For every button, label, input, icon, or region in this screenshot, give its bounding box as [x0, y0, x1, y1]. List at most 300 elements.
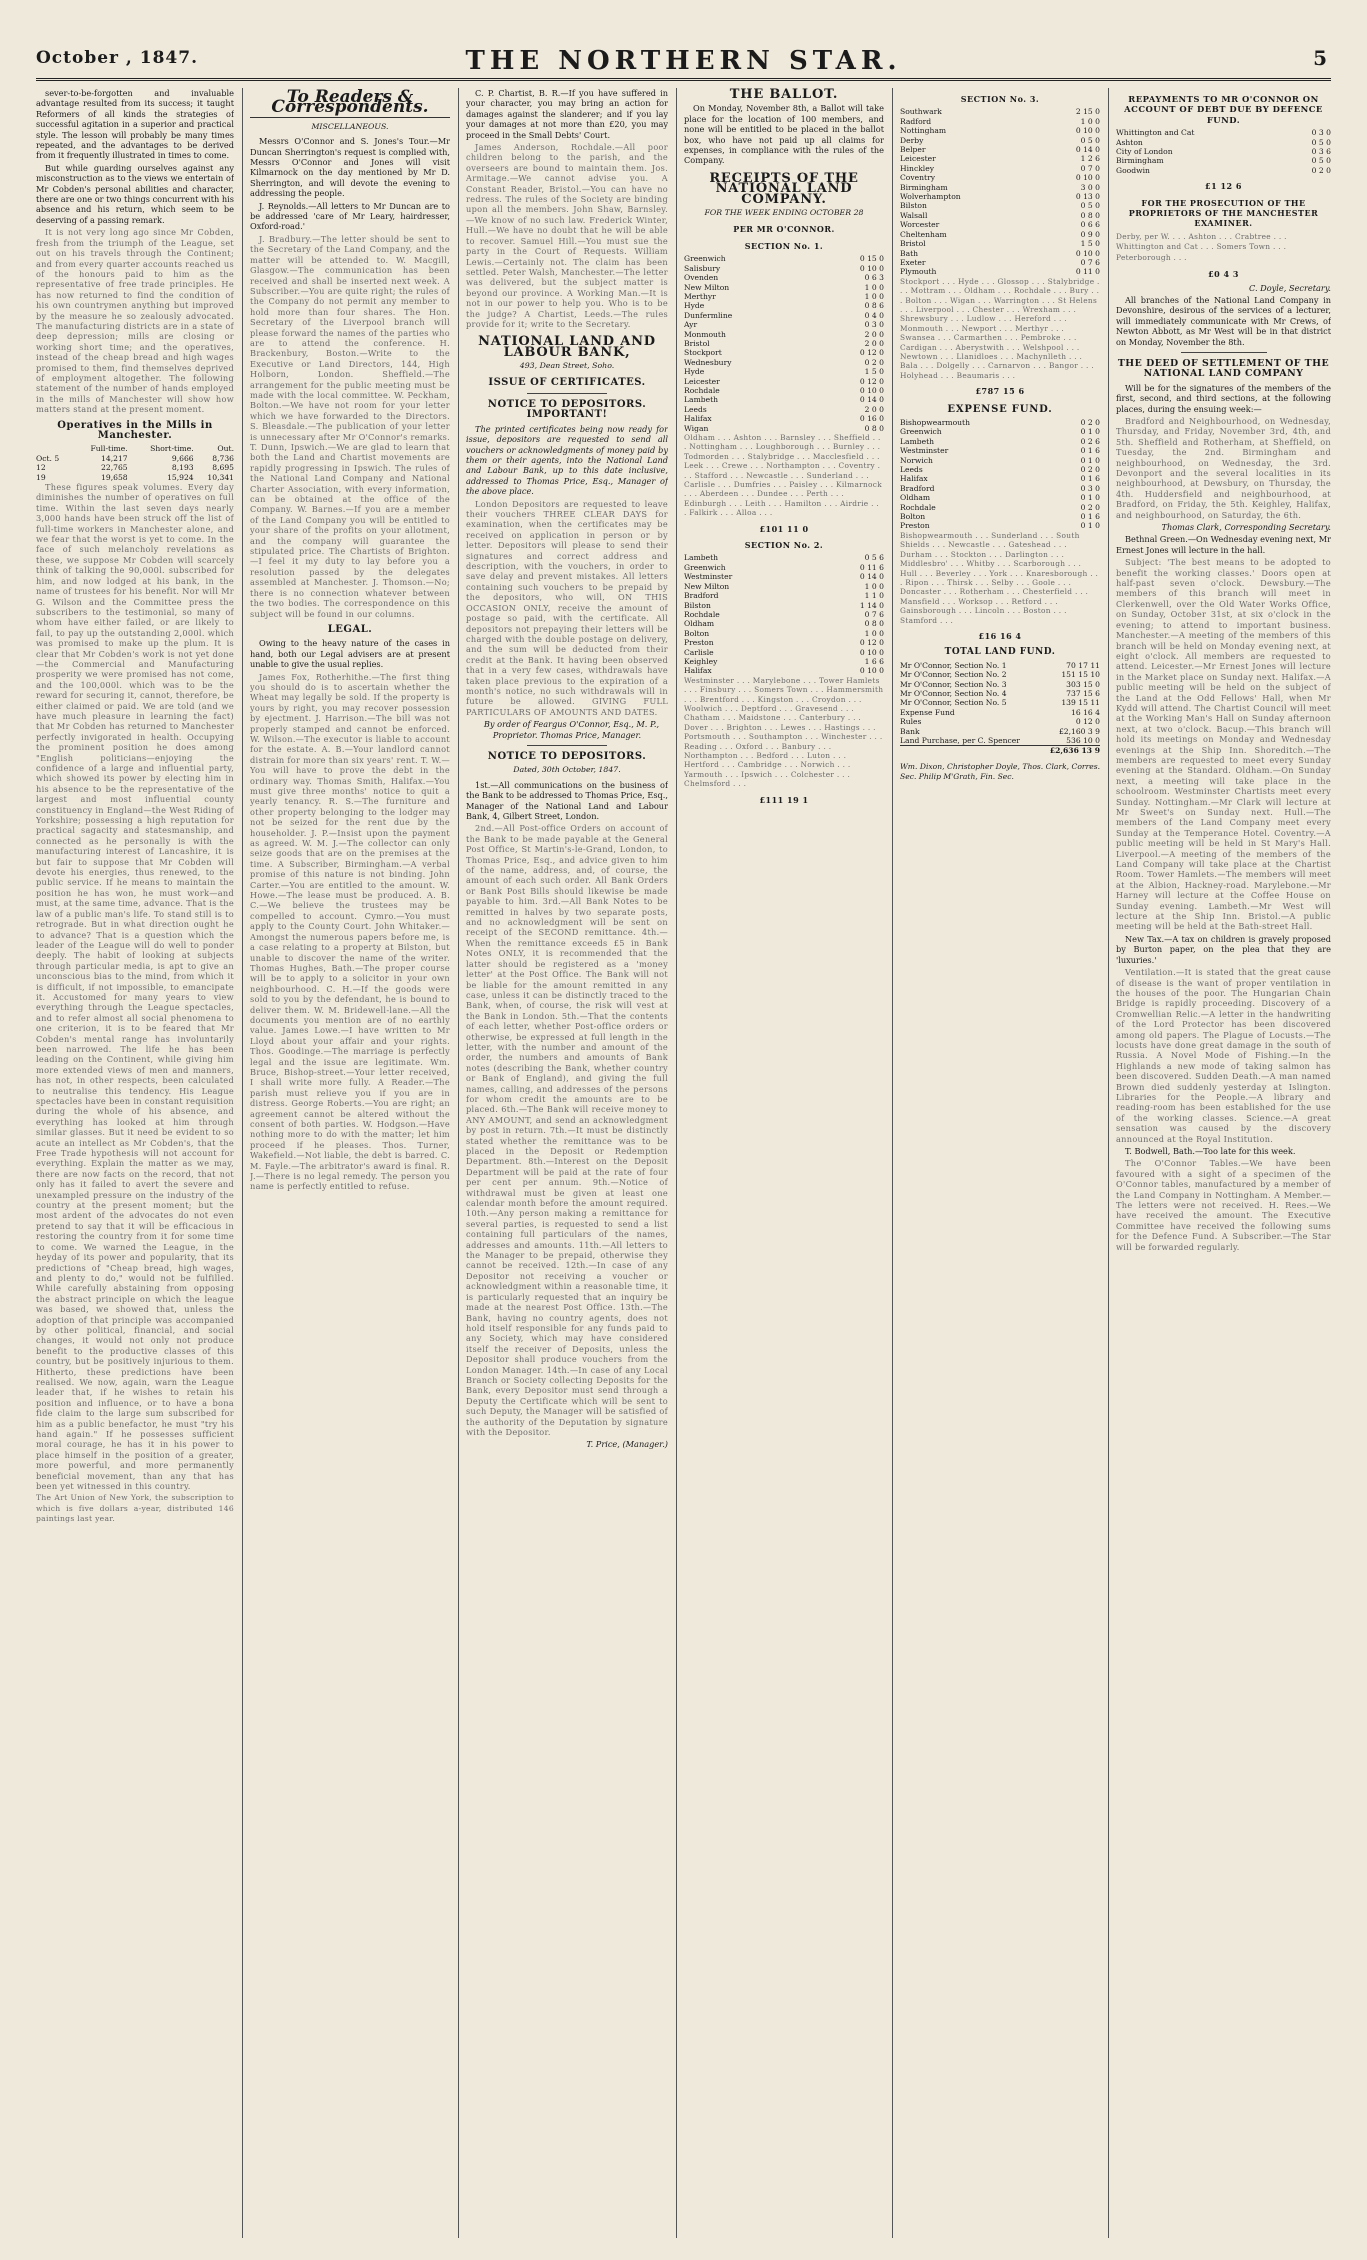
- table-row: [900, 267, 1100, 276]
- column-4: [684, 88, 884, 2238]
- repayments-heading: REPAYMENTS TO MR O'CONNOR ON ACCOUNT OF DEBT DUE BY DEFENCE FUND.: [1124, 94, 1323, 125]
- expense-total: £16 16 4: [978, 630, 1022, 641]
- grand-total-row: [900, 746, 1100, 756]
- column-divider: [458, 88, 459, 2238]
- notice-paragraph: The printed certificates being now ready for issue, depositors are requested to send all vouchers or acknowledgments of money paid by them or their agents, into the National Land and Labour Bank, up to this date inclusive, addressed to Thomas Price, Esq., Manager of the above place.: [466, 423, 668, 497]
- column-2: [250, 88, 450, 2238]
- notice-body-text: The O'Connor Tables.—We have been favoured with a sight of a specimen of the O'Connor tables, manufactured by a member of the Land Company in Nottingham. A Member.—The letters were not received. H. Rees.—We have received the amount. The Executive Committee have received the following sums for the Defence Fund. A Subscriber.—The Star will be forwarded regularly.: [1116, 1158, 1331, 1252]
- row-amount: 0 11 6: [859, 562, 884, 572]
- article-body-text: It is not very long ago since Mr Cobden, fresh from the triumph of the League, set out on his travels through the Continent; and from every quarter accounts reached us of the honours paid to him as the representative of free trade principles. He has now returned to find the condition of his own countrymen anything but improved by the measure he so zealously advocated. The manufacturing districts are in a state of deep depression; mills are closing or working short time; and the operatives, instead of the cheap bread and high wages promised to them, find themselves deprived of employment altogether. The following statement of the number of hands employed in the mills of Manchester will show how matters stand at the present moment.: [36, 227, 234, 415]
- section-1-heading: SECTION No. 1.: [744, 240, 824, 251]
- table-row: [684, 264, 884, 273]
- row-amount: 0 1 0: [1080, 521, 1100, 531]
- table-row: [900, 230, 1100, 239]
- prosecution-list: Derby, per W. . . . Ashton . . . Crabtree . . . Whittington and Cat . . . Somers Town . . . Peterborough . . .: [1116, 231, 1287, 262]
- page-number: 5: [1313, 46, 1327, 70]
- table-row: [900, 249, 1100, 258]
- table-row: [900, 173, 1100, 182]
- row-amount: 16 16 4: [1071, 707, 1100, 717]
- row-name: Whittington and Cat: [1116, 128, 1195, 138]
- table-row: [900, 211, 1100, 220]
- table-row: [684, 386, 884, 395]
- notice-paragraph: All branches of the National Land Company in Devonshire, desirous of the services of a lecturer, will immediately communicate with Mr Crews, of Newton Abbott, as Mr West will be in that district on Monday, November the 8th.: [1116, 294, 1331, 347]
- table-row: [900, 192, 1100, 201]
- receipts-continued: Westminster . . . Marylebone . . . Tower Hamlets . . . Finsbury . . . Somers Town . . . Hammersmith . . . Brentford . . . Kingston . . . Croydon . . . Woolwich . . . Deptford . . . Gravesend . . . Chatham . . . Maidstone . . . Canterbury . . . Dover . . . Brighton . . . Lewes . . . Hastings . . . Portsmouth . . . Southampton . . . Winchester . . . Reading . . . Oxford . . . Banbury . . . Northampton . . . Bedford . . . Luton . . . Hertford . . . Cambridge . . . Norwich . . . Yarmouth . . . Ipswich . . . Colchester . . . Chelmsford . . .: [684, 675, 884, 789]
- grand-total: £2,636 13 9: [1041, 746, 1100, 756]
- row-amount: 0 8 0: [864, 619, 884, 629]
- expense-continued: Bishopwearmouth . . . Sunderland . . . South Shields . . . Newcastle . . . Gateshead . . . Durham . . . Stockton . . . Darlington . . . Middlesbro' . . . Whitby . . . Scarborough . . . Hull . . . Beverley . . . York . . . Knaresborough . . . Ripon . . . Thirsk . . . Selby . . . Goole . . . Doncaster . . . Rotherham . . . Chesterfield . . . Mansfield . . . Worksop . . . Retford . . . Gainsborough . . . Lincoln . . . Boston . . . Stamford . . .: [900, 530, 1099, 625]
- table-row: [900, 107, 1100, 116]
- row-name: Wolverhampton: [900, 192, 961, 202]
- article-body-text: These figures speak volumes. Every day diminishes the number of operatives on full time. Within the last seven days nearly 3,000 hands have been struck off the list of full-time workers in Manchester alone, and we fear that the worst is yet to come. In the face of such melancholy revelations as these, we suppose Mr Cobden will scarcely think of talking the 90,000l. subscribed for him, and now lodged at his bank, in the name of trustees for his benefit. Nor will Mr G. Wilson and the Committee press the subscribers to the testimonial, so many of whom have either failed, or are likely to fail, to pay up the outstanding 2,000l. which was promised to make up the plum. It is clear that Mr Cobden's work is not yet done—the Commercial and Manufacturing prosperity we were promised has not come, and the 100,000l. which was to be the reward for securing it, cannot, therefore, be either claimed or paid. We are told (and we have much pleasure in learning the fact) that Mr Cobden has returned to Manchester perfectly invigorated in health. Occupying the prominent position he does among "English politicians—enjoying the confidence of a large and influential party, which showed its power by electing him in his absence to be the representative of the largest and most influential county constituency in England—the West Riding of Yorkshire; possessing a high reputation for practical sagacity and statesmanship, and connected as he personally is with the manufacturing interest of Lancashire, it is but fair to suppose that Mr Cobden will devote his energies, thus renewed, to the public service. If he means to maintain the position he has won, he must work—and must, at the same time, advance. That is the law of a public man's life. To stand still is to retrograde. But in what direction ought he to advance? That is a question which the leader of the League will do well to ponder deeply. The habit of looking at subjects through particular media, is apt to give an unconscious bias to the mind, from which it is difficult, if not impossible, to emancipate it. Accustomed for many years to view everything through the League spectacles, and to refer almost all social phenomena to one criterion, it is to be feared that Mr Cobden's mental range has involuntarily been narrowed. The life he has been leading on the Continent, while giving him more extended views of men and manners, has not, in other respects, been calculated to neutralise this tendency. His League spectacles have been in constant requisition during the whole of his absence, and everything has looked at him through similar glasses. But it need be evident to so acute an intellect as Mr Cobden's, that the Free Trade hypothesis will not account for everything. Explain the matter as we may, there are now facts on the record, that not only has it failed to avert the severe and unexampled pressure on the industry of the country at the present moment; but the most ardent of the advocates do not even pretend to say that it will be efficacious in restoring the country from it for some time to come. We warned the League, in the heyday of its power and popularity, that its predictions of "Cheap bread, high wages, and plenty to do," would not be fulfilled. While carefully abstaining from opposing the abstract principle on which the league was based, we showed that, unless the adoption of that principle was accompanied by other political, financial, and social changes, it would not only not produce benefit to the productive classes of this country, but be positively injurious to them. Hitherto, these predictions have been realised. We now, again, warn the League leader that, if he wishes to retain his position and influence, or to have a bona fide claim to the large sum subscribed for him as a public benefactor, he must "try his hand again." If he possesses sufficient moral courage, he has it in his power to place himself in the position of a greater, more powerful, and more permanently beneficial movement, than any that has been yet witnessed in this country.: [36, 482, 234, 1492]
- row-amount: 0 8 0: [1080, 210, 1100, 220]
- table-row: [684, 563, 884, 572]
- row-amount: 0 14 0: [859, 572, 884, 582]
- column-divider: [1108, 88, 1109, 2238]
- table-row: [900, 239, 1100, 248]
- table-row: [684, 582, 884, 591]
- table-row: [900, 154, 1100, 163]
- row-name: Walsall: [900, 210, 928, 220]
- ballot-paragraph: On Monday, November 8th, a Ballot will take place for the location of 100 members, and none will be entitled to be placed in the ballot box, who have not paid up all claims for expenses, in compliance with the rules of the Company.: [684, 103, 884, 166]
- column-5: [900, 88, 1100, 2238]
- notice-body-text: James Anderson, Rochdale.—All poor children belong to the parish, and the overseers are bound to maintain them. Jos. Armitage.—We cannot advise you. A Constant Reader, Bristol.—You can have no redress. The rules of the Society are binding upon all the members. John Shaw, Barnsley.—We know of no such law. Frederick Winter, Hull.—We have no doubt that he will be able to recover. Samuel Hill.—You must sue the party in the Court of Requests. William Lewis.—Certainly not. The claim has been settled. Peter Walsh, Manchester.—The letter was delivered, but the subject matter is beyond our province. A Working Man.—It is not in our power to help you. Who is to be the judge? A Chartist, Leeds.—The rules provide for it; write to the Secretary.: [466, 142, 668, 329]
- row-amount: 139 15 11: [1061, 698, 1100, 708]
- table-row: [900, 512, 1100, 521]
- row-amount: 0 2 0: [1080, 502, 1100, 512]
- row-name: Ashton: [1116, 137, 1143, 147]
- land-purchase-amount: 536 10 0: [1066, 736, 1100, 745]
- divider: [527, 393, 608, 394]
- expense-heading: EXPENSE FUND.: [947, 403, 1053, 415]
- table-row: [684, 414, 884, 423]
- table-row: [684, 648, 884, 657]
- row-amount: 0 3 0: [1080, 483, 1100, 493]
- notice-paragraph: Owing to the heavy nature of the cases in hand, both our Legal advisers are at present unable to give the usual replies.: [250, 638, 450, 670]
- row-amount: 0 15 0: [859, 254, 884, 264]
- row-amount: 0 2 0: [1311, 165, 1331, 175]
- row-name: Radford: [900, 116, 932, 126]
- row-amount: 0 7 6: [1080, 257, 1100, 267]
- table-row: [684, 424, 884, 433]
- repayments-total: £1 12 6: [1205, 181, 1242, 192]
- issue-date: October , 1847.: [36, 48, 198, 68]
- row-name: Bilston: [900, 201, 927, 211]
- row-name: Halifax: [900, 474, 928, 484]
- table-row: [684, 273, 884, 282]
- table-row: [900, 136, 1100, 145]
- row-amount: 0 1 6: [1080, 512, 1100, 522]
- table-row: [684, 619, 884, 628]
- notice-body-text: Subject: 'The best means to be adopted to benefit the working classes.' Doors open at half-past seven o'clock. Dewsbury.—The members of this branch will meet in Clerkenwell, over the Old Water Works Office, on Sunday, October 31st, at six o'clock in the evening; to attend to important business. Manchester.—A meeting of the members of this branch will be held on Monday evening next, at eight o'clock. All members are requested to attend. Leicester.—Mr Ernest Jones will lecture in the Market place on Sunday next. Halifax.—A public meeting will be held on the subject of the Land at the Odd Fellows' Hall, when Mr Kydd will attend. The Chartist Council will meet at the Working Man's Hall on Sunday afternoon next, at two o'clock. Bacup.—This branch will hold its meetings on Monday and Wednesday evenings at the Ship Inn. Shoreditch.—The members are requested to meet every Sunday evening at the Standard. Oldham.—On Sunday next, a meeting will take place in the schoolroom. Westminster Chartists meet every Sunday. Nottingham.—Mr Clark will lecture at Mr Sweet's on Sunday next. Hull.—The members of the Land Company meet every Sunday at the Temperance Hotel. Coventry.—A public meeting will be held in St Mary's Hall. Liverpool.—A meeting of the members of the Land Company will take place at the Chartist Room. Tower Hamlets.—The members will meet at the Albion, Hackney-road. Marylebone.—Mr Harney will lecture at the Coffee House on Sunday evening. Lambeth.—Mr West will lecture at the Ship Inn. Bristol.—A public meeting will be held at the Bath-street Hall.: [1116, 557, 1331, 932]
- notice-paragraph: T. Bodwell, Bath.—Too late for this week.: [1125, 1146, 1296, 1156]
- newspaper-title: THE NORTHERN STAR.: [465, 46, 902, 76]
- table-row: [900, 727, 1100, 736]
- table-row: [900, 117, 1100, 126]
- table-row: [1116, 156, 1331, 165]
- row-name: Bradford: [684, 591, 719, 601]
- row-name: Bath: [900, 248, 919, 258]
- divider: [527, 745, 608, 746]
- row-name: Hyde: [684, 301, 705, 311]
- row-amount: 2 0 0: [864, 338, 884, 348]
- table-row: [900, 446, 1100, 455]
- notice-paragraph: C. P. Chartist, B. R.—If you have suffered in your character, you may bring an action for damages against the slanderer; and if you lay your damages at not more than £20, you may proceed in the Small Debts' Court.: [466, 88, 668, 140]
- column-header: Out.: [217, 444, 234, 454]
- certificates-heading: ISSUE OF CERTIFICATES.: [488, 376, 646, 388]
- table-row: [684, 301, 884, 310]
- prosecution-heading: FOR THE PROSECUTION OF THE PROPRIETORS OF THE MANCHESTER EXAMINER.: [1128, 197, 1319, 229]
- section-2-heading: SECTION No. 2.: [744, 540, 824, 551]
- row-name: Bishopwearmouth: [900, 418, 970, 427]
- table-row: [684, 348, 884, 357]
- prosecution-total: £0 4 3: [1208, 269, 1239, 280]
- secretary-signature: C. Doyle, Secretary.: [1249, 282, 1331, 293]
- row-name: Keighley: [684, 656, 718, 666]
- row-name: Wednesbury: [684, 357, 732, 367]
- row-amount: 1 14 0: [859, 600, 884, 610]
- footnote: The Art Union of New York, the subscription to which is five dollars a-year, distributed 146 paintings last year.: [36, 1493, 234, 1524]
- notice-paragraph: J. Reynolds.—All letters to Mr Duncan are to be addressed 'care of Mr Leary, hairdresser, Oxford-road.': [250, 200, 450, 232]
- table-row: [900, 680, 1100, 689]
- table-row: [684, 666, 884, 675]
- column-header: Short-time.: [150, 444, 194, 454]
- receipts-continued: Oldham . . . Ashton . . . Barnsley . . . Sheffield . . . Nottingham . . . Loughborough . . . Burnley . . . Todmorden . . . Stalybridge . . . Macclesfield . . . Leek . . . Crewe . . . Northampton . . . Coventry . . . Stafford . . . Newcastle . . . Sunderland . . . Carlisle . . . Dumfries . . . Paisley . . . Kilmarnock . . . Aberdeen . . . Dundee . . . Perth . . . Edinburgh . . . Leith . . . Hamilton . . . Airdrie . . . Falkirk . . . Alloa . . .: [684, 433, 883, 518]
- row-amount: 0 14 0: [1075, 145, 1100, 155]
- bank-amount: £2,160 3 9: [1058, 726, 1100, 736]
- column-header: Full-time.: [90, 444, 128, 454]
- row-amount: 1 0 0: [864, 282, 884, 292]
- row-amount: 1 6 6: [864, 656, 884, 666]
- row-name: Oldham: [900, 493, 931, 503]
- row-amount: 0 12 0: [859, 348, 884, 358]
- secretary-signature: Thomas Clark, Corresponding Secretary.: [1161, 522, 1331, 533]
- row-name: Birmingham: [1116, 156, 1164, 166]
- row-amount: 3 0 0: [1080, 182, 1100, 192]
- row-amount: 0 7 0: [1080, 163, 1100, 173]
- row-name: Bristol: [684, 338, 710, 348]
- notice-signature: By order of Feargus O'Connor, Esq., M. P., Proprietor. Thomas Price, Manager.: [483, 719, 660, 740]
- receipts-heading: RECEIPTS OF THE NATIONAL LAND COMPANY.: [709, 170, 859, 207]
- total-fund-heading: TOTAL LAND FUND.: [944, 647, 1056, 658]
- table-row: [684, 320, 884, 329]
- row-amount: 0 2 0: [1080, 465, 1100, 475]
- row-amount: 0 10 0: [859, 263, 884, 273]
- row-amount: 0 9 0: [1080, 229, 1100, 239]
- row-amount: 0 5 0: [1311, 156, 1331, 166]
- row-amount: 0 5 0: [1080, 201, 1100, 211]
- row-name: Ayr: [684, 320, 698, 330]
- row-amount: 0 7 6: [864, 609, 884, 619]
- row-name: Mr O'Connor, Section No. 5: [900, 698, 1007, 708]
- row-amount: 0 2 0: [1080, 418, 1100, 427]
- row-amount: 1 0 0: [1080, 116, 1100, 126]
- row-amount: 0 6 3: [864, 273, 884, 283]
- table-row: [1116, 166, 1331, 175]
- row-name: Bolton: [684, 628, 710, 638]
- section-heading-readers: To Readers & Correspondents.: [250, 92, 450, 118]
- row-amount: 1 0 0: [864, 628, 884, 638]
- row-name: Oldham: [684, 619, 715, 629]
- table-row: [900, 717, 1100, 726]
- bank-totals: [900, 727, 1100, 756]
- row-amount: 1 0 0: [864, 291, 884, 301]
- row-amount: 0 5 0: [1080, 135, 1100, 145]
- row-name: Bradford: [900, 483, 935, 493]
- row-name: Leeds: [900, 465, 923, 475]
- column-6: [1116, 88, 1331, 2238]
- table-row: [1116, 128, 1331, 137]
- row-name: Worcester: [900, 220, 940, 230]
- column-1: [36, 88, 234, 2238]
- row-name: Greenwich: [684, 562, 726, 572]
- row-name: Lambeth: [684, 553, 719, 563]
- table-row: [900, 521, 1100, 530]
- table-header-row: [36, 444, 234, 453]
- row-amount: 737 15 6: [1066, 688, 1100, 698]
- column-divider: [242, 88, 243, 2238]
- table-row: [684, 339, 884, 348]
- row-amount: 1 5 0: [864, 367, 884, 377]
- repayments-table: [1116, 128, 1331, 175]
- row-name: Greenwich: [900, 427, 942, 437]
- receipts-continued: Stockport . . . Hyde . . . Glossop . . . Stalybridge . . . Mottram . . . Oldham . . . Rochdale . . . Bury . . . Bolton . . . Wigan . . . Warrington . . . St Helens . . . Liverpool . . . Chester . . . Wrexham . . . Shrewsbury . . . Ludlow . . . Hereford . . . Monmouth . . . Newport . . . Merthyr . . . Swansea . . . Carmarthen . . . Pembroke . . . Cardigan . . . Aberystwith . . . Welshpool . . . Newtown . . . Llanidloes . . . Machynlleth . . . Bala . . . Dolgelly . . . Carnarvon . . . Bangor . . . Holyhead . . . Beaumaris . . .: [900, 276, 1100, 380]
- table-row: [900, 126, 1100, 135]
- row-name: Westminster: [684, 572, 733, 582]
- table-row: [900, 736, 1100, 746]
- table-row: [900, 220, 1100, 229]
- table-row: [900, 418, 1100, 427]
- table-row: Oct. 5 14,217 9,666 8,736: [36, 453, 234, 463]
- section-2-table: [684, 553, 884, 675]
- table-row: [684, 657, 884, 666]
- row-name: Rochdale: [900, 502, 936, 512]
- table-row: [684, 358, 884, 367]
- table-row: [1116, 147, 1331, 156]
- table-row: [684, 638, 884, 647]
- table-row: [900, 427, 1100, 436]
- bank-label: Bank: [900, 726, 920, 736]
- bank-address: 493, Dean Street, Soho.: [519, 361, 615, 371]
- row-amount: 0 16 0: [859, 414, 884, 424]
- row-amount: 0 3 0: [864, 320, 884, 330]
- section-1-table: [684, 254, 884, 433]
- notice-body-text: Ventilation.—It is stated that the great cause of disease is the want of proper ventilation in the houses of the poor. The Hungarian Chain Bridge is rapidly proceeding. Discovery of a Cromwellian Relic.—A letter in the handwriting of the Lord Protector has been discovered among old papers. The Plague of Locusts.—The locusts have done great damage in the south of Russia. A Novel Mode of Fishing.—In the Highlands a new mode of taking salmon has been discovered. Sudden Death.—A man named Brown died suddenly yesterday at Islington. Libraries for the People.—A library and reading-room has been established for the use of the working classes. Science.—A great sensation was caused by the discovery announced at the Royal Institution.: [1116, 967, 1331, 1144]
- row-name: Hyde: [684, 367, 705, 377]
- table-row: [684, 553, 884, 562]
- table-row: [900, 258, 1100, 267]
- legal-heading: LEGAL.: [327, 623, 373, 635]
- masthead: [36, 44, 1331, 81]
- mills-table-title: Operatives in the Mills in Manchester.: [57, 419, 213, 441]
- column-divider: [892, 88, 893, 2238]
- row-name: Greenwich: [684, 254, 726, 264]
- table-row: [900, 437, 1100, 446]
- column-divider: [676, 88, 677, 2238]
- manager-signature: T. Price, (Manager.): [586, 1439, 668, 1450]
- table-row: [684, 311, 884, 320]
- row-amount: 0 10 0: [1075, 173, 1100, 183]
- row-name: Bilston: [684, 600, 711, 610]
- section-2-total: £111 19 1: [759, 794, 809, 805]
- table-row: [900, 145, 1100, 154]
- table-row: [900, 708, 1100, 717]
- table-row: [684, 367, 884, 376]
- table-row: [900, 698, 1100, 707]
- table-row: [684, 591, 884, 600]
- row-name: Ovenden: [684, 273, 719, 283]
- column-3: [466, 88, 668, 2238]
- row-name: Southwark: [900, 107, 942, 117]
- table-row: [684, 629, 884, 638]
- row-name: Leicester: [900, 154, 936, 164]
- receipts-subheading: FOR THE WEEK ENDING OCTOBER 28: [704, 208, 864, 218]
- notice-heading: NOTICE TO DEPOSITORS. IMPORTANT!: [487, 398, 647, 421]
- row-amount: 70 17 11: [1066, 660, 1100, 670]
- row-name: Preston: [900, 521, 930, 531]
- table-row: 19 19,658 15,924 10,341: [36, 472, 234, 482]
- table-row: [900, 493, 1100, 502]
- table-row: [684, 405, 884, 414]
- expense-table: [900, 418, 1100, 531]
- signatories: Wm. Dixon, Christopher Doyle, Thos. Clark, Corres. Sec. Philip M'Grath, Fin. Sec.: [900, 761, 1100, 782]
- row-amount: 1 0 0: [864, 581, 884, 591]
- total-fund-table: [900, 661, 1100, 727]
- row-amount: 0 1 0: [1080, 427, 1100, 437]
- section-3-heading: SECTION No. 3.: [960, 94, 1040, 104]
- table-row: [900, 484, 1100, 493]
- row-name: Hinckley: [900, 163, 935, 173]
- table-row: [684, 283, 884, 292]
- notice-paragraph: Will be for the signatures of the members of the first, second, and third sections, at the following places, during the ensuing week:—: [1116, 382, 1331, 414]
- row-amount: 0 12 0: [1075, 717, 1100, 727]
- row-amount: 0 13 0: [1075, 192, 1100, 202]
- depositors-heading: NOTICE TO DEPOSITORS.: [487, 750, 647, 762]
- table-row: [1116, 138, 1331, 147]
- row-name: Bolton: [900, 512, 926, 522]
- row-amount: 0 8 6: [864, 301, 884, 311]
- row-name: Mr O'Connor, Section No. 4: [900, 688, 1007, 698]
- row-name: Birmingham: [900, 182, 948, 192]
- row-name: Westminster: [900, 446, 949, 456]
- article-paragraph: But while guarding ourselves against any misconstruction as to the views we entertain of Mr Cobden's personal abilities and character, there are one or two things concurrent with his absence and his return, which seem to be deserving of a passing remark.: [36, 162, 234, 225]
- notice-paragraph: 1st.—All communications on the business of the Bank to be addressed to Thomas Price, Esq., Manager of the National Land and Labour Bank, 4, Gilbert Street, London.: [466, 779, 668, 821]
- table-row: [900, 465, 1100, 474]
- section-3-total: £787 15 6: [975, 386, 1025, 397]
- table-row: [900, 503, 1100, 512]
- row-amount: 0 8 0: [864, 423, 884, 433]
- table-row: [900, 456, 1100, 465]
- row-name: Leeds: [684, 404, 707, 414]
- table-row: [900, 164, 1100, 173]
- notice-paragraph: New Tax.—A tax on children is gravely proposed by Burton paper, on the plea that they are 'luxuries.': [1116, 933, 1331, 965]
- row-name: Wigan: [684, 423, 709, 433]
- article-lead: sever-to-be-forgotten and invaluable advantage resulted from its success; it taught Reformers of all kinds the strategies of successful agitation in a superior and practical style. The lesson will probably be many times repeated, and the advantages to be derived from it frequently illustrated in times to come.: [36, 88, 234, 161]
- row-amount: 303 15 0: [1066, 679, 1100, 689]
- notice-body-text: J. Bradbury.—The letter should be sent to the Secretary of the Land Company, and the matter will be attended to. W. Macgill, Glasgow.—The communication has been received and shall be inserted next week. A Subscriber.—You are quite right; the rules of the Company do not permit any member to hold more than four shares. The Hon. Secretary of the Liverpool branch will please forward the names of the parties who are to attend the conference. H. Brackenbury, Boston.—Write to the Executive or Land Directors, 144, High Holborn, London. Sheffield.—The arrangement for the public meeting must be made with the local committee. W. Peckham, Bolton.—We have not room for your letter which we have forwarded to the Directors. S. Bleasdale.—The publication of your letter is unnecessary after Mr O'Connor's remarks. T. Dunn, Ipswich.—We are glad to learn that both the Land and Chartist movements are rapidly progressing in Ipswich. The rules of the National Land Company and National Charter Association, with every information, can be obtained at the office of the Company. W. Barnes.—If you are a member of the Land Company you will be entitled to your share of the profits on your allotment, and the company will guarantee the stipulated price. The Chartists of Brighton.—I feel it my duty to lay before you a resolution passed by the delegates assembled at Manchester. J. Thomson.—No; there is no connection whatever between the two bodies. The correspondence on this subject will be found in our columns.: [250, 233, 450, 619]
- row-name: Exeter: [900, 257, 926, 267]
- row-amount: 2 0 0: [864, 329, 884, 339]
- table-row: [684, 395, 884, 404]
- row-amount: 0 6 6: [1080, 220, 1100, 230]
- row-amount: 1 1 0: [864, 591, 884, 601]
- table-row: [900, 474, 1100, 483]
- row-amount: 0 10 0: [859, 666, 884, 676]
- row-amount: 0 2 0: [864, 357, 884, 367]
- row-amount: 0 4 0: [864, 310, 884, 320]
- row-name: Mr O'Connor, Section No. 1: [900, 660, 1007, 670]
- land-purchase-label: Land Purchase, per C. Spencer: [900, 736, 1020, 745]
- row-name: Leicester: [684, 376, 720, 386]
- row-name: Preston: [684, 638, 714, 648]
- row-amount: 0 10 0: [1075, 248, 1100, 258]
- row-name: New Milton: [684, 282, 730, 292]
- row-name: City of London: [1116, 147, 1173, 157]
- table-row: [684, 601, 884, 610]
- row-amount: 0 10 0: [1075, 126, 1100, 136]
- row-name: Carlisle: [684, 647, 714, 657]
- row-amount: 2 15 0: [1075, 107, 1100, 117]
- table-row: [684, 377, 884, 386]
- notice-paragraph: Messrs O'Connor and S. Jones's Tour.—Mr Duncan Sherrington's request is complied with, Messrs O'Connor and Jones will visit Kilmarnock on the day mentioned by Mr D. Sherrington, and will devote the evening to addressing the people.: [250, 136, 450, 199]
- table-row: [684, 610, 884, 619]
- row-name: Nottingham: [900, 126, 947, 136]
- table-row: 12 22,765 8,193 8,695: [36, 463, 234, 473]
- row-name: Mr O'Connor, Section No. 2: [900, 670, 1007, 680]
- row-name: Halifax: [684, 414, 712, 424]
- notice-date: Dated, 30th October, 1847.: [513, 765, 621, 775]
- row-name: Coventry: [900, 173, 936, 183]
- row-name: Expense Fund: [900, 707, 955, 717]
- row-name: Plymouth: [900, 267, 937, 277]
- section-3-table: [900, 107, 1100, 276]
- row-amount: 0 3 0: [1311, 128, 1331, 138]
- row-amount: 1 5 0: [1080, 239, 1100, 249]
- row-amount: 0 14 0: [859, 395, 884, 405]
- table-row: [900, 201, 1100, 210]
- deed-heading: THE DEED OF SETTLEMENT OF THE NATIONAL LAND COMPANY: [1117, 357, 1330, 380]
- table-row: [684, 254, 884, 263]
- section-subheading: MISCELLANEOUS.: [311, 121, 389, 131]
- row-amount: 0 10 0: [859, 647, 884, 657]
- section-1-total: £101 11 0: [759, 523, 809, 534]
- bank-heading: NATIONAL LAND AND LABOUR BANK,: [478, 334, 656, 360]
- notice-paragraph: Bethnal Green.—On Wednesday evening next, Mr Ernest Jones will lecture in the hall.: [1116, 534, 1331, 555]
- row-amount: 0 1 0: [1080, 455, 1100, 465]
- receipts-per: PER MR O'CONNOR.: [733, 224, 835, 235]
- row-amount: 0 5 0: [1311, 137, 1331, 147]
- row-name: Norwich: [900, 455, 933, 465]
- row-amount: 0 3 6: [1311, 147, 1331, 157]
- table-row: [684, 572, 884, 581]
- row-amount: 2 0 0: [864, 404, 884, 414]
- row-name: Goodwin: [1116, 165, 1150, 175]
- row-name: Bristol: [900, 239, 926, 249]
- row-amount: 0 1 0: [1080, 493, 1100, 503]
- row-amount: 0 10 0: [859, 385, 884, 395]
- row-name: Rochdale: [684, 609, 720, 619]
- mills-table: [36, 444, 234, 482]
- row-name: Cheltenham: [900, 229, 947, 239]
- row-name: Halifax: [684, 666, 712, 676]
- row-name: Lambeth: [900, 436, 935, 446]
- row-name: Stockport: [684, 348, 722, 358]
- row-amount: 0 12 0: [859, 638, 884, 648]
- row-amount: 151 15 10: [1061, 670, 1100, 680]
- table-row: [900, 670, 1100, 679]
- row-name: Belper: [900, 145, 926, 155]
- notice-body-text: Bradford and Neighbourhood, on Wednesday, Thursday, and Friday, November 3rd, 4th, and 5th. Sheffield and Rotherham, at Sheffield, on Tuesday, the 2nd. Birmingham and neighbourhood, on Wednesday, the 3rd. Devonport and the several localities in its neighbourhood, at Dewsbury, on Thursday, the 4th. Huddersfield and neighbourhood, at Bradford, on Friday, the 5th. Keighley, Halifax, and neighbourhood, on Saturday, the 6th.: [1116, 415, 1331, 520]
